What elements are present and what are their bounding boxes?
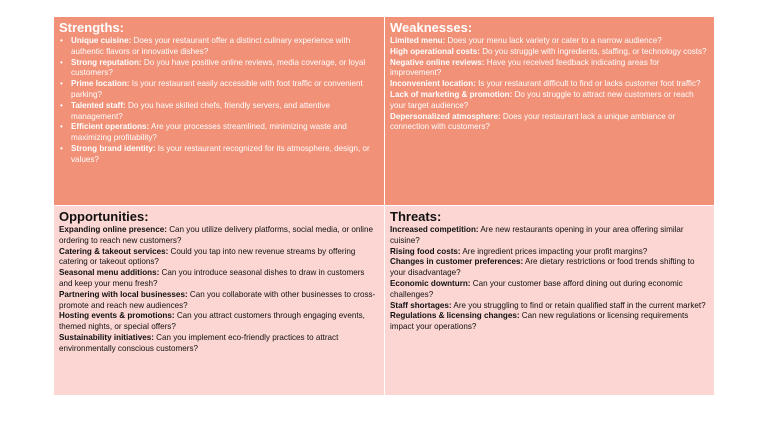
list-item	[59, 268, 379, 290]
item-term: Seasonal menu additions:	[59, 268, 160, 278]
item-text: Could you tap into new revenue streams by offering catering or takeout options?	[59, 246, 356, 267]
threats-title: Threats:	[390, 209, 442, 224]
list-item	[390, 247, 709, 258]
weaknesses-quadrant	[385, 17, 714, 205]
list-item	[59, 144, 379, 166]
threats-quadrant	[385, 206, 714, 395]
list-item	[390, 47, 709, 58]
list-item	[59, 247, 379, 269]
list-item	[59, 311, 379, 333]
bullet-icon: •	[60, 79, 63, 89]
item-term: Catering & takeout services:	[59, 246, 169, 256]
item-text: Are your processes streamlined, minimizing waste and maximizing profitability?	[71, 122, 347, 143]
weaknesses-list	[390, 36, 709, 133]
item-text: Have you received feedback indicating areas for improvement?	[390, 57, 660, 78]
threats-list	[390, 225, 709, 333]
item-term: Changes in customer preferences:	[390, 257, 524, 267]
weaknesses-title: Weaknesses:	[390, 20, 473, 35]
list-item	[59, 79, 379, 101]
strengths-title: Strengths:	[59, 20, 124, 35]
item-text: Are new restaurants opening in your area offering similar cuisine?	[390, 225, 684, 245]
item-term: Rising food costs:	[390, 246, 461, 256]
list-item	[390, 279, 709, 301]
item-term: Depersonalized atmosphere:	[390, 111, 501, 121]
list-item	[390, 90, 709, 112]
item-text: Can new regulations or licensing requirements impact your operations?	[390, 311, 689, 332]
item-term: Talented staff:	[71, 100, 126, 110]
item-term: Strong reputation:	[71, 57, 142, 67]
item-text: Does your restaurant lack a unique ambiance or connection with customers?	[390, 111, 676, 132]
strengths-list	[59, 36, 379, 166]
item-term: Efficient operations:	[71, 122, 150, 132]
item-term: Regulations & licensing changes:	[390, 311, 520, 321]
item-term: Lack of marketing & promotion:	[390, 89, 513, 99]
item-text: Is your restaurant difficult to find or lacks customer foot traffic?	[475, 79, 701, 89]
list-item	[390, 225, 709, 247]
item-text: Are dietary restrictions or food trends shifting to your disadvantage?	[390, 257, 695, 278]
item-term: Inconvenient location:	[390, 79, 476, 89]
bullet-icon: •	[60, 100, 63, 110]
item-term: High operational costs:	[390, 46, 480, 56]
list-item	[59, 333, 379, 355]
item-text: Can you utilize delivery platforms, social media, or online ordering to reach new customers?	[59, 225, 373, 245]
list-item	[390, 311, 709, 333]
item-term: Increased competition:	[390, 225, 479, 234]
item-text: Does your restaurant offer a distinct culinary experience with authentic flavors or innovative dishes?	[71, 36, 351, 56]
list-item	[59, 122, 379, 144]
swot-grid	[54, 17, 714, 395]
list-item	[59, 36, 379, 58]
strengths-quadrant	[54, 17, 384, 205]
bullet-icon: •	[60, 57, 63, 67]
item-term: Economic downturn:	[390, 278, 471, 288]
item-text: Is your restaurant easily accessible with foot traffic or convenient parking?	[71, 79, 363, 99]
bullet-icon: •	[60, 122, 63, 132]
item-text: Does your menu lack variety or cater to a narrow audience?	[445, 36, 662, 45]
item-text: Can you collaborate with other businesses to cross-promote and reach new audiences?	[59, 289, 376, 310]
item-text: Can you attract customers through engaging events, themed nights, or special offers?	[59, 311, 365, 332]
item-text: Can you introduce seasonal dishes to draw in customers and keep your menu fresh?	[59, 268, 365, 288]
list-item	[59, 290, 379, 312]
list-item	[390, 301, 709, 312]
item-text: Can your customer base afford dining out during economic challenges?	[390, 278, 683, 299]
item-term: Strong brand identity:	[71, 143, 156, 153]
list-item	[390, 112, 709, 134]
item-term: Hosting events & promotions:	[59, 311, 175, 321]
list-item	[59, 58, 379, 80]
item-text: Do you struggle with ingredients, staffing, or technology costs?	[479, 46, 707, 56]
list-item	[390, 58, 709, 80]
list-item	[59, 101, 379, 123]
bullet-icon: •	[60, 143, 63, 153]
list-item	[390, 36, 709, 47]
item-term: Negative online reviews:	[390, 57, 485, 67]
item-text: Are you struggling to find or retain qualified staff in the current market?	[451, 300, 706, 310]
item-text: Do you struggle to attract new customers or reach your target audience?	[390, 89, 694, 110]
list-item	[390, 79, 709, 90]
opportunities-title: Opportunities:	[59, 209, 149, 224]
item-text: Can you implement eco-friendly practices to attract environmentally conscious customers?	[59, 332, 339, 353]
list-item	[390, 257, 709, 279]
item-term: Prime location:	[71, 79, 130, 89]
list-item	[59, 225, 379, 247]
item-text: Do you have skilled chefs, friendly servers, and attentive management?	[71, 100, 330, 121]
item-text: Are ingredient prices impacting your profit margins?	[460, 246, 648, 256]
item-term: Unique cuisine:	[71, 36, 132, 45]
item-term: Sustainability initiatives:	[59, 332, 154, 342]
item-term: Limited menu:	[390, 36, 446, 45]
opportunities-quadrant	[54, 206, 384, 395]
bullet-icon: •	[60, 36, 63, 45]
item-term: Staff shortages:	[390, 300, 452, 310]
item-text: Do you have positive online reviews, media coverage, or loyal customers?	[71, 57, 366, 78]
item-text: Is your restaurant recognized for its atmosphere, design, or values?	[71, 143, 370, 164]
item-term: Expanding online presence:	[59, 225, 167, 234]
opportunities-list	[59, 225, 379, 355]
item-term: Partnering with local businesses:	[59, 289, 188, 299]
